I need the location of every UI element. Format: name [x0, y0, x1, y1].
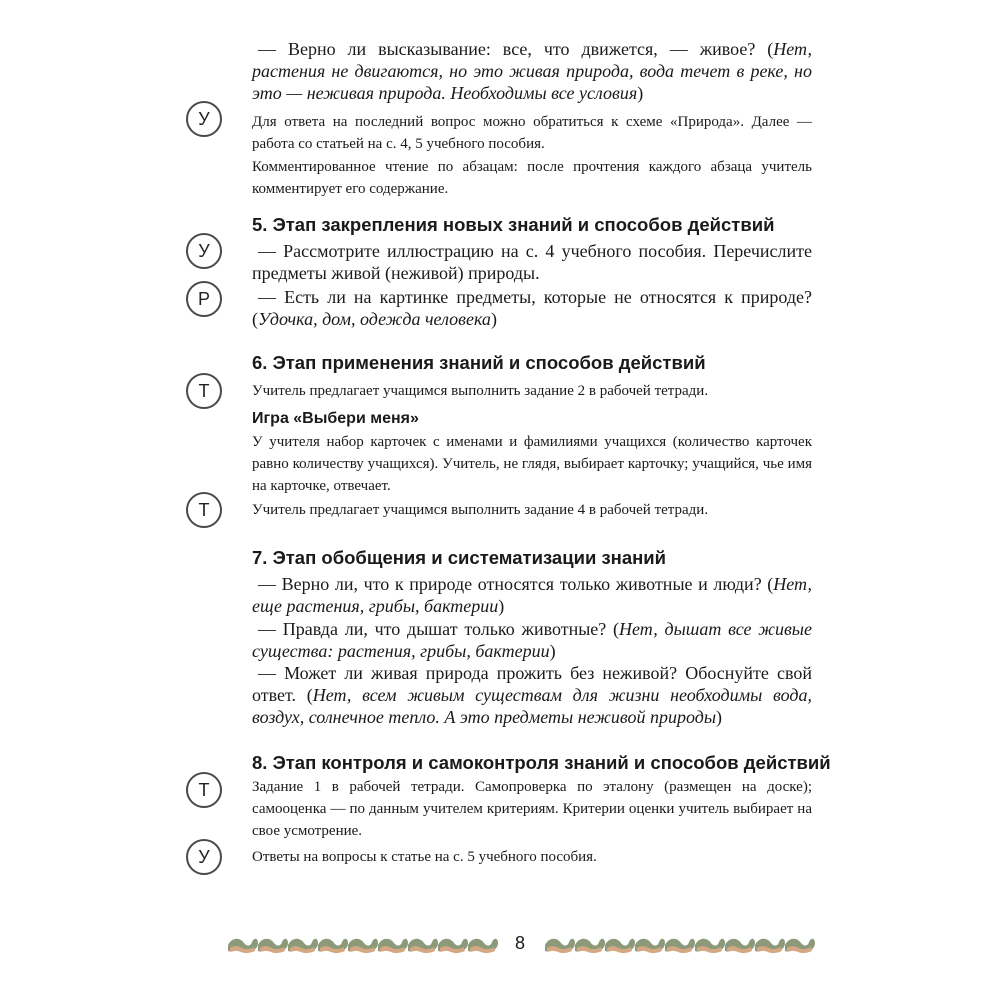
- section-8-heading: 8. Этап контроля и самоконтроля знаний и способов действий: [252, 752, 831, 773]
- badge-u: У: [186, 839, 222, 875]
- section-8-paragraph-1: Задание 1 в рабочей тетради. Самопроверка по эталону (размещен на доске); самооценка — по данным учителем критериям. Критерии оценки учитель выбирает на свое усмотрение.: [252, 779, 812, 839]
- section-6-paragraph-3: Учитель предлагает учащимся выполнить задание 4 в рабочей тетради.: [252, 502, 709, 518]
- intro-paragraph-1: Для ответа на последний вопрос можно обратиться к схеме «Природа». Далее — работа со статьей на с. 4, 5 учебного пособия.: [252, 114, 812, 152]
- section-5-question-1: — Рассмотрите иллюстрацию на с. 4 учебного пособия. Перечислите предметы живой (неживой) природы.: [252, 241, 812, 283]
- badge-t: Т: [186, 373, 222, 409]
- badge-u: У: [186, 233, 222, 269]
- section-5-heading: 5. Этап закрепления новых знаний и способов действий: [252, 214, 775, 235]
- intro-question: — Верно ли высказывание: все, что движется, — живое? (Нет, растения не двигаются, но это живая природа, вода течет в реке, но это — неживая природа. Необходимы все условия): [252, 39, 812, 103]
- badge-u: У: [186, 101, 222, 137]
- section-7-question-1: — Верно ли, что к природе относятся только животные и люди? (Нет, еще растения, грибы, бактерии): [252, 574, 812, 616]
- badge-t: Т: [186, 492, 222, 528]
- section-6-heading: 6. Этап применения знаний и способов действий: [252, 352, 706, 373]
- section-7-question-2: — Правда ли, что дышат только животные? (Нет, дышат все живые существа: растения, грибы, бактерии): [252, 619, 812, 661]
- game-heading: Игра «Выбери меня»: [252, 410, 419, 427]
- section-5-question-2: — Есть ли на картинке предметы, которые не относятся к природе? (Удочка, дом, одежда человека): [252, 287, 812, 329]
- section-8-paragraph-2: Ответы на вопросы к статье на с. 5 учебного пособия.: [252, 849, 597, 865]
- ornament-right: [545, 934, 815, 956]
- badge-t: Т: [186, 772, 222, 808]
- intro-paragraph-2: Комментированное чтение по абзацам: после прочтения каждого абзаца учитель комментирует его содержание.: [252, 159, 812, 197]
- badge-r: Р: [186, 281, 222, 317]
- section-6-paragraph-1: Учитель предлагает учащимся выполнить задание 2 в рабочей тетради.: [252, 383, 709, 399]
- section-7-question-3: — Может ли живая природа прожить без неживой? Обоснуйте свой ответ. (Нет, всем живым существам для жизни необходимы вода, воздух, солнечное тепло. А это предметы неживой природы): [252, 663, 812, 727]
- section-6-paragraph-2: У учителя набор карточек с именами и фамилиями учащихся (количество карточек равно количеству учащихся). Учитель, не глядя, выбирает карточку; учащийся, чье имя на карточке, отвечает.: [252, 434, 812, 494]
- ornament-left: [228, 934, 498, 956]
- section-7-heading: 7. Этап обобщения и систематизации знаний: [252, 547, 667, 568]
- page-number: 8: [514, 933, 525, 953]
